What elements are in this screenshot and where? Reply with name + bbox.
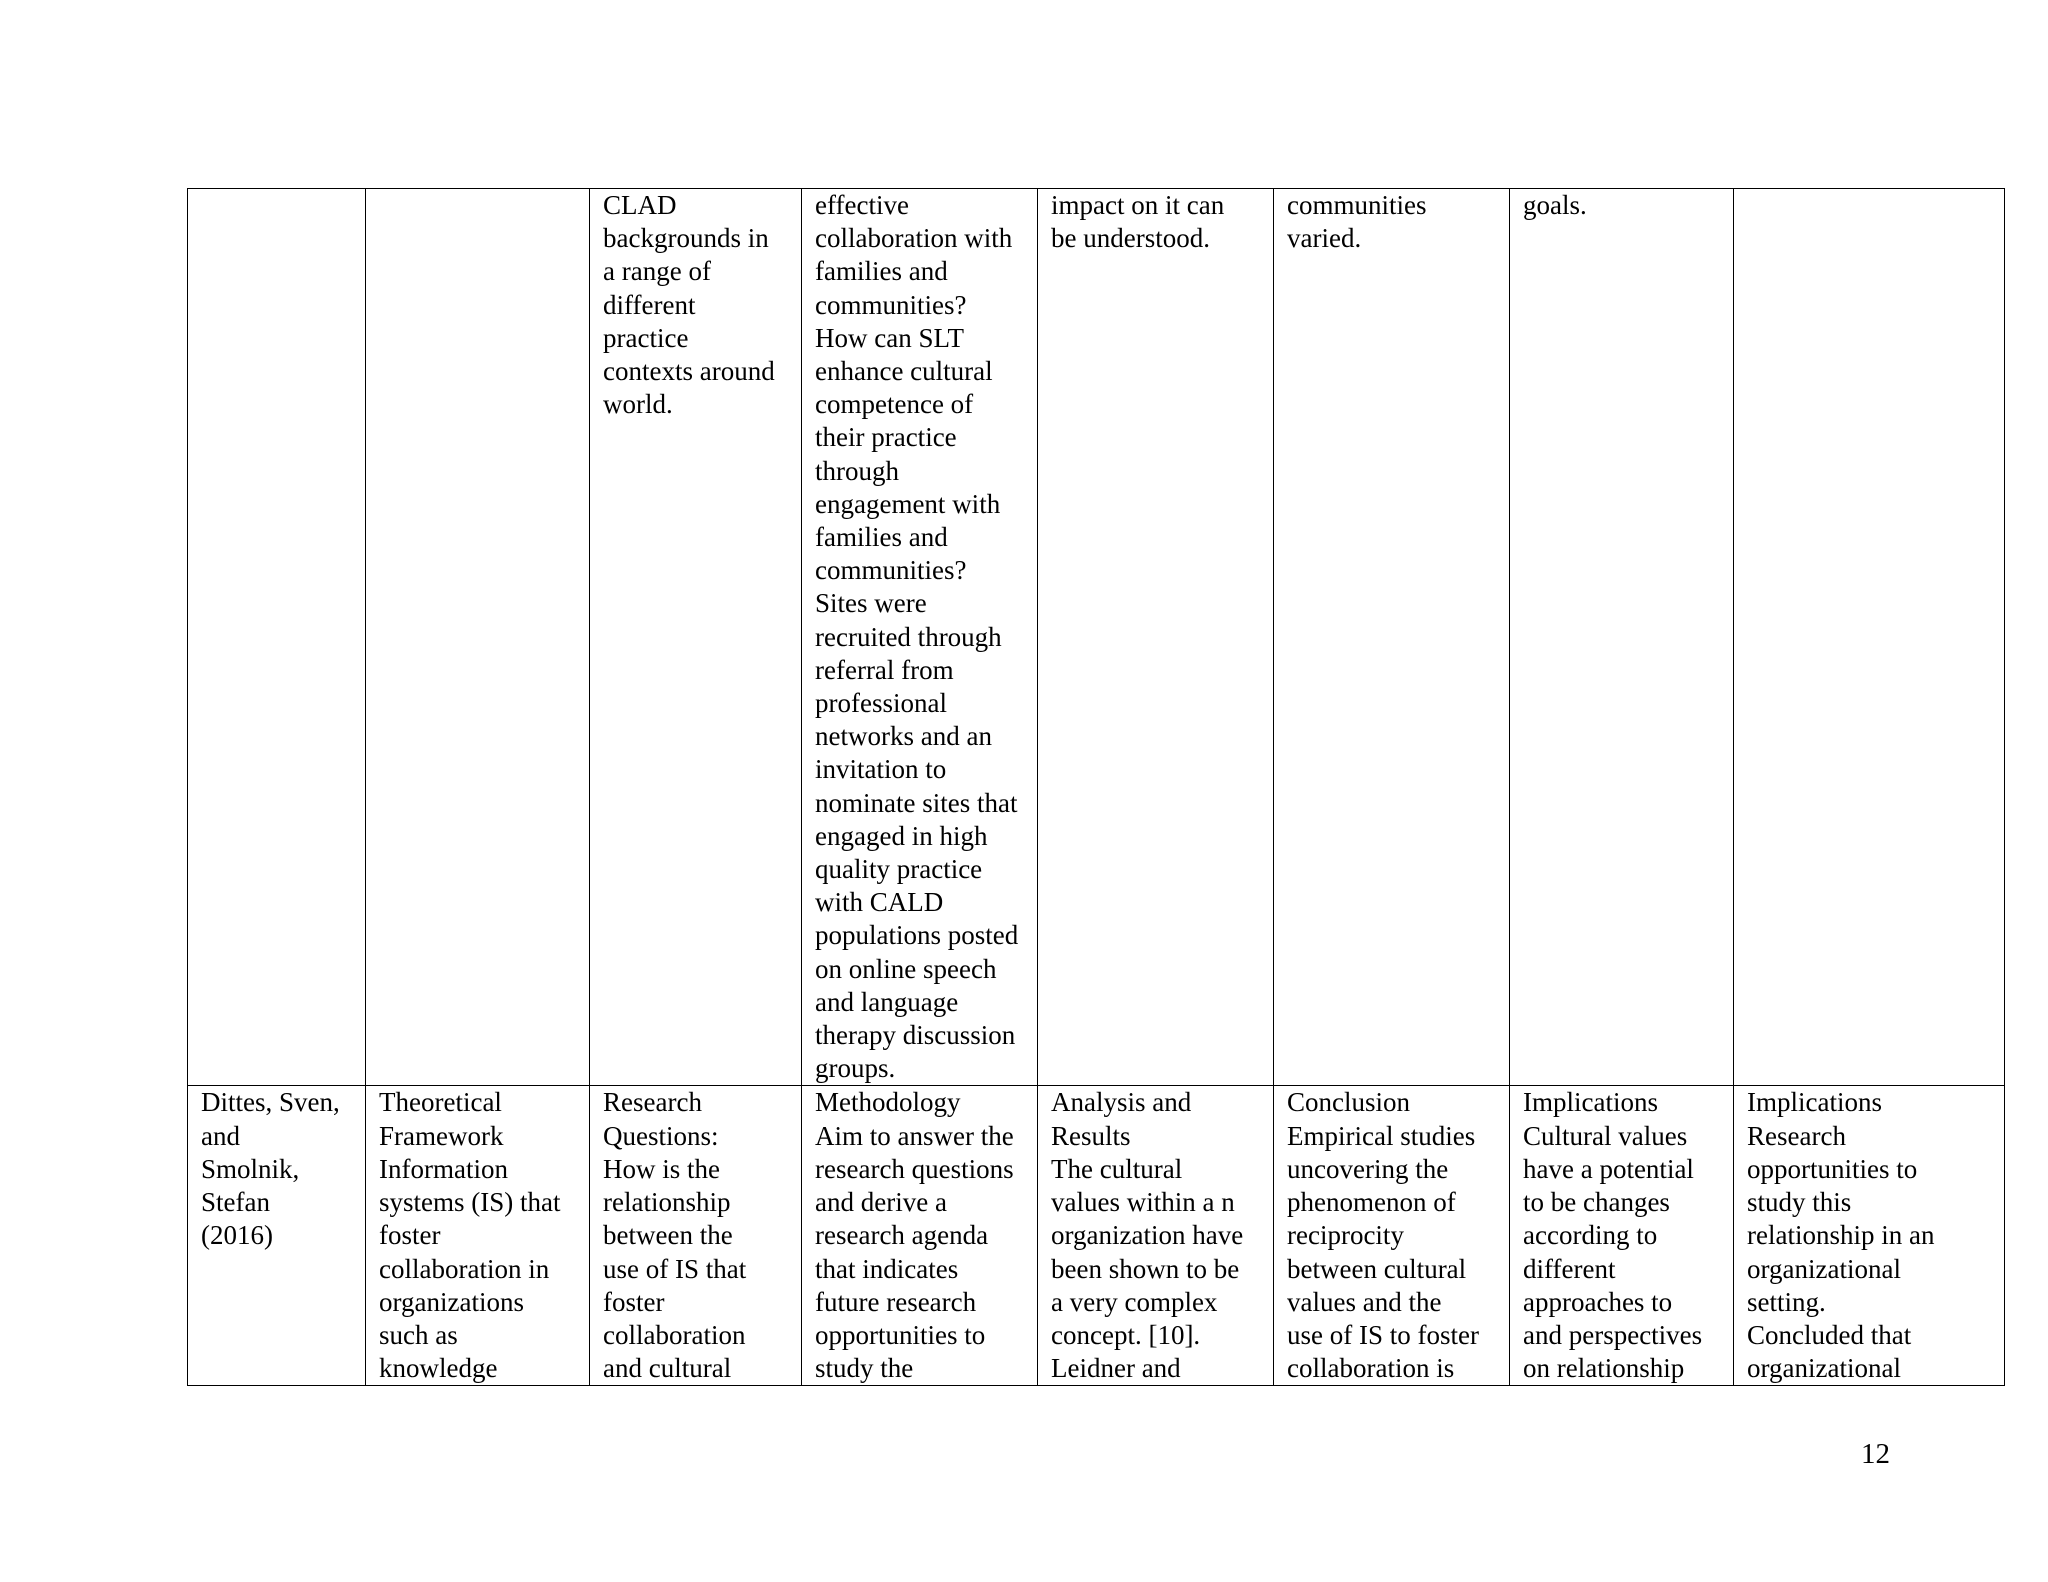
table-cell-research-questions: Research Questions: How is the relationship between the use of IS that foster collaboration and cultural [590, 1086, 802, 1386]
table-cell-conclusion: communities varied. [1274, 189, 1510, 1086]
table-cell-methodology: effective collaboration with families and communities? How can SLT enhance cultural competence of their practice through engagement with families and communities? Sites were recruited through referral from professional networks and an invitation to nominate sites that engaged in high quality practice with CALD populations posted on online speech and language therapy discussion groups. [802, 189, 1038, 1086]
table-row [188, 189, 2005, 1086]
page-number: 12 [1861, 1438, 1890, 1470]
table-cell-author [188, 189, 366, 1086]
table-cell-analysis-results: Analysis and Results The cultural values within a n organization have been shown to be a very complex concept. [10]. Leidner and [1038, 1086, 1274, 1386]
table-cell-author: Dittes, Sven, and Smolnik, Stefan (2016) [188, 1086, 366, 1386]
table-cell-theoretical-framework: Theoretical Framework Information systems (IS) that foster collaboration in organizations such as knowledge [366, 1086, 590, 1386]
literature-review-table [187, 188, 2005, 1386]
table-cell-conclusion: Conclusion Empirical studies uncovering the phenomenon of reciprocity between cultural values and the use of IS to foster collaboration is [1274, 1086, 1510, 1386]
table-cell-analysis-results: impact on it can be understood. [1038, 189, 1274, 1086]
table-cell-methodology: Methodology Aim to answer the research questions and derive a research agenda that indicates future research opportunities to study the [802, 1086, 1038, 1386]
table-cell-implications: Implications Cultural values have a potential to be changes according to different approaches to and perspectives on relationship [1510, 1086, 1734, 1386]
table-cell-implications-research: Implications Research opportunities to study this relationship in an organizational setting. Concluded that organizational [1734, 1086, 2005, 1386]
table-cell-theoretical-framework [366, 189, 590, 1086]
table-cell-research-questions: CLAD backgrounds in a range of different practice contexts around world. [590, 189, 802, 1086]
table-cell-implications: goals. [1510, 189, 1734, 1086]
table-row [188, 1086, 2005, 1386]
table-cell-implications-research [1734, 189, 2005, 1086]
